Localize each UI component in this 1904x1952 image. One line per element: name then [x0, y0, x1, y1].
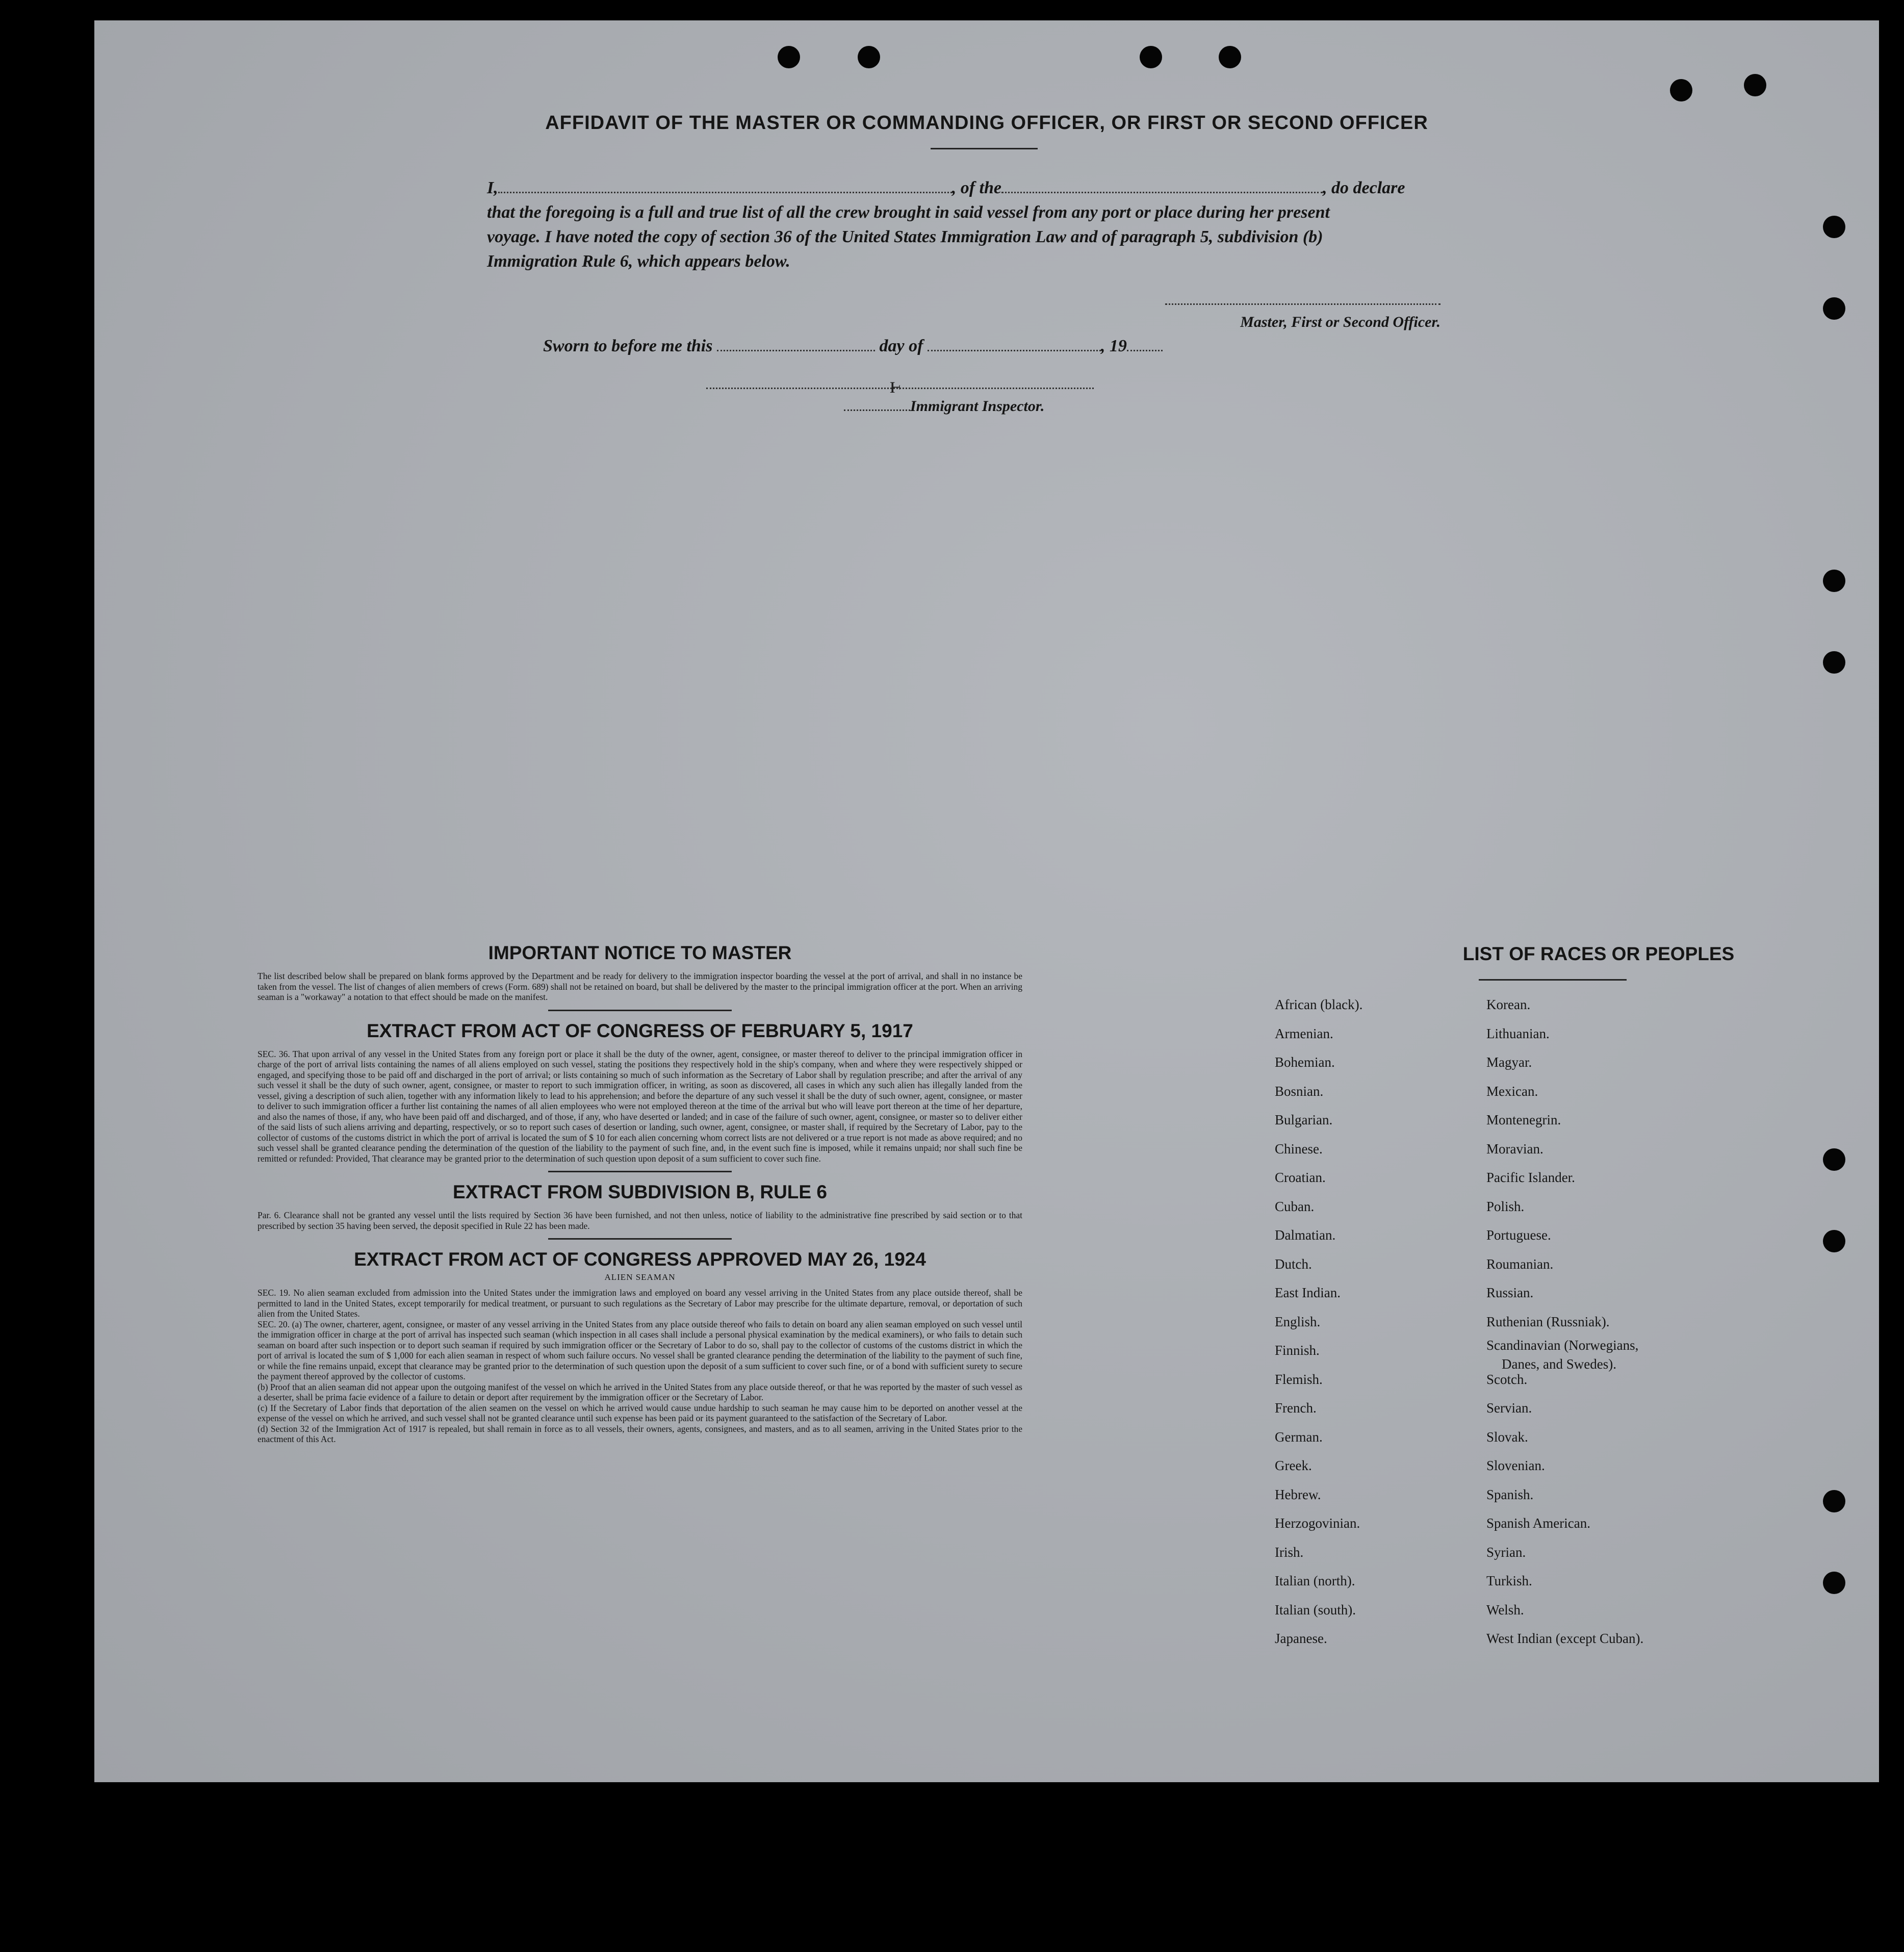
year-blank: [1127, 345, 1163, 351]
race-item: East Indian.: [1275, 1285, 1341, 1300]
extract-1924-sec19: SEC. 19. No alien seaman excluded from admission into the United States under the immigration laws and employed on board any vessel arriving in the United States from any place outside thereof, shall be permitted to land in the United States, except temporarily for medical treatment, or pursuant to such regulations as the Secretary of Labor may prescribe for the ultimate departure, removal, or deportation of such alien from the United States.: [258, 1288, 1022, 1319]
race-item: Japanese.: [1275, 1631, 1327, 1646]
race-item: Hebrew.: [1275, 1486, 1321, 1502]
title-divider: [931, 148, 1038, 149]
race-item: Syrian.: [1486, 1544, 1526, 1560]
race-item: Roumanian.: [1486, 1256, 1554, 1272]
punch-hole: [1823, 651, 1845, 674]
race-item: Pacific Islander.: [1486, 1170, 1575, 1185]
master-signature-blank: [1165, 303, 1440, 305]
race-item: Moravian.: [1486, 1141, 1543, 1157]
race-item: Bosnian.: [1275, 1083, 1324, 1099]
name-blank: [498, 187, 952, 193]
race-item: West Indian (except Cuban).: [1486, 1631, 1644, 1646]
race-item: Portuguese.: [1486, 1227, 1551, 1243]
punch-hole: [1823, 297, 1845, 320]
race-item-continuation: Danes, and Swedes).: [1502, 1356, 1616, 1372]
race-item: Mexican.: [1486, 1083, 1538, 1099]
document-page: [94, 20, 1879, 1782]
section-divider: [548, 1171, 732, 1172]
section-divider: [548, 1238, 732, 1240]
race-item: Polish.: [1486, 1198, 1525, 1214]
race-item: Bohemian.: [1275, 1055, 1335, 1070]
races-title: LIST OF RACES OR PEOPLES: [1462, 943, 1735, 964]
affidavit-title: AFFIDAVIT OF THE MASTER OR COMMANDING OFFICER, OR FIRST OR SECOND OFFICER: [545, 112, 1428, 134]
affidavit-text-line: Immigration Rule 6, which appears below.: [487, 252, 790, 271]
race-item: Chinese.: [1275, 1141, 1323, 1157]
handwritten-mark: ⱶ: [890, 373, 902, 398]
day-of-text: day of: [879, 337, 923, 355]
inspector-signature-blank: [706, 388, 1094, 389]
section-divider: [548, 1010, 732, 1011]
race-item: Herzogovinian.: [1275, 1516, 1360, 1531]
extract-1924-title: EXTRACT FROM ACT OF CONGRESS APPROVED MAY 26, 1924: [354, 1249, 926, 1270]
race-item: Servian.: [1486, 1400, 1532, 1416]
race-item: Dalmatian.: [1275, 1227, 1336, 1243]
extract-1924-subtitle: ALIEN SEAMAN: [604, 1272, 676, 1282]
races-divider: [1479, 979, 1627, 981]
race-item: Irish.: [1275, 1544, 1304, 1560]
notice-column: [258, 942, 1022, 1445]
race-item: Turkish.: [1486, 1573, 1532, 1588]
extract-1917-title: EXTRACT FROM ACT OF CONGRESS OF FEBRUARY 5, 1917: [367, 1020, 913, 1041]
punch-hole: [778, 46, 800, 68]
punch-hole: [858, 46, 880, 68]
sworn-line: [543, 337, 1163, 356]
punch-hole: [1823, 1230, 1845, 1252]
race-item: Greek.: [1275, 1458, 1312, 1473]
race-item: English.: [1275, 1314, 1321, 1329]
punch-hole: [1670, 79, 1692, 101]
race-item: Welsh.: [1486, 1602, 1524, 1617]
month-blank: [928, 345, 1101, 351]
sworn-text: Sworn to before me this: [543, 337, 713, 355]
affidavit-i: I,: [487, 178, 498, 197]
race-item: Scandinavian (Norwegians,: [1486, 1338, 1639, 1353]
year-text: , 19: [1100, 337, 1127, 355]
race-item: Flemish.: [1275, 1371, 1323, 1387]
race-item: French.: [1275, 1400, 1317, 1416]
punch-hole: [1823, 1148, 1845, 1171]
punch-hole: [1823, 1572, 1845, 1594]
race-item: German.: [1275, 1429, 1323, 1445]
race-item: Croatian.: [1275, 1170, 1326, 1185]
race-item: Ruthenian (Russniak).: [1486, 1314, 1610, 1329]
extract-1924-sec20b: (b) Proof that an alien seaman did not appear upon the outgoing manifest of the vessel on which he arrived in the United States from any place outside thereof, or that he was reported by the master of such vessel as a deserter, shall be prima facie evidence of a failure to detain or deport after requirement by the immigration officer or the Secretary of Labor.: [258, 1381, 1022, 1402]
extract-1924-sec20d: (d) Section 32 of the Immigration Act of 1917 is repealed, but shall remain in force as to all vessels, their owners, agents, consignees, and masters, and as to all seamen, arriving in the United States prior to the enactment of this Act.: [258, 1423, 1022, 1444]
race-item: Korean.: [1486, 997, 1531, 1012]
affidavit-text-line: that the foregoing is a full and true list of all the crew brought in said vessel from any port or place during her present: [487, 203, 1330, 222]
race-item: Cuban.: [1275, 1198, 1315, 1214]
race-item: Montenegrin.: [1486, 1112, 1561, 1127]
race-item: Armenian.: [1275, 1025, 1333, 1041]
punch-hole: [1140, 46, 1162, 68]
race-item: Finnish.: [1275, 1343, 1320, 1358]
inspector-label: Immigrant Inspector.: [910, 398, 1045, 415]
affidavit-text-line: voyage. I have noted the copy of section 36 of the United States Immigration Law and of paragraph 5, subdivision (b): [487, 227, 1323, 246]
race-item: Lithuanian.: [1486, 1025, 1550, 1041]
vessel-blank: [1001, 187, 1323, 193]
notice-title: IMPORTANT NOTICE TO MASTER: [488, 942, 792, 963]
punch-hole: [1823, 570, 1845, 592]
race-item: Scotch.: [1486, 1371, 1528, 1387]
affidavit-body: [487, 176, 1583, 274]
affidavit-do-declare: , do declare: [1323, 178, 1405, 197]
punch-hole: [1744, 74, 1766, 96]
punch-hole: [1219, 46, 1241, 68]
extract-1924-sec20c: (c) If the Secretary of Labor finds that deportation of the alien seamen on the vessel on which he arrived would cause undue hardship to such seaman he may cause him to be deported on another vessel at the expense of the vessel on which he arrived, and such vessel shall not be granted clearance until such expense has been paid or its payment guaranteed to the satisfaction of the Secretary of Labor.: [258, 1402, 1022, 1423]
race-item: Spanish.: [1486, 1486, 1534, 1502]
race-item: Italian (north).: [1275, 1573, 1355, 1588]
extract-rule6-body: Par. 6. Clearance shall not be granted any vessel until the lists required by Section 36 have been furnished, and not then unless, notice of liability to the administrative fine prescribed by said section or to that prescribed by section 35 having been served, the deposit specified in Rule 22 has been made.: [258, 1210, 1022, 1231]
race-item: Dutch.: [1275, 1256, 1312, 1272]
extract-1924-sec20a: SEC. 20. (a) The owner, charterer, agent, consignee, or master of any vessel arriving in the United States from any place outside thereof who fails to detain on board any alien seaman employed on such vessel until the immigration officer in charge at the port of arrival has inspected such seaman (which inspection in all cases shall include a personal physical examination by the medical examiners), or who fails to detain such seaman on board after such inspection or to deport such seaman if required by such immigration officer or the Secretary of Labor to do so, shall pay to the collector of customs of the customs district in which the port of arrival is located the sum of $ 1,000 for each alien seaman in respect of whom such failure occurs. No vessel shall be granted clearance pending the determination of the liability to the payment of such fine, or while the fine remains unpaid, except that clearance may be granted prior to the determination of such question upon the deposit of a sum sufficient to cover such fine, or of a bond with sufficient surety to secure the payment thereof approved by the collector of customs.: [258, 1319, 1022, 1381]
inspector-name-blank: [844, 404, 910, 411]
extract-rule6-title: EXTRACT FROM SUBDIVISION B, RULE 6: [453, 1182, 827, 1202]
race-item: African (black).: [1275, 997, 1363, 1012]
notice-body: The list described below shall be prepared on blank forms approved by the Department and be ready for delivery to the immigration inspector boarding the vessel at the port of arrival, and shall in no instance be taken from the vessel. The list of changes of alien members of crews (Form. 689) shall not be retained on board, but shall be delivered by the master to the principal immigration officer at the port. When an arriving seaman is a "workaway" a notation to that effect should be made on the manifest.: [258, 971, 1022, 1002]
race-item: Italian (south).: [1275, 1602, 1356, 1617]
race-item: Russian.: [1486, 1285, 1534, 1300]
punch-hole: [1823, 1490, 1845, 1512]
race-item: Slovak.: [1486, 1429, 1528, 1445]
inspector-line: [844, 398, 1044, 415]
race-item: Magyar.: [1486, 1055, 1532, 1070]
race-item: Bulgarian.: [1275, 1112, 1333, 1127]
punch-hole: [1823, 216, 1845, 238]
master-signature-label: Master, First or Second Officer.: [1240, 314, 1440, 330]
affidavit-declaration-line: [487, 176, 1583, 200]
day-blank: [717, 345, 875, 351]
race-item: Spanish American.: [1486, 1516, 1590, 1531]
race-item: Slovenian.: [1486, 1458, 1545, 1473]
extract-1917-body: SEC. 36. That upon arrival of any vessel in the United States from any foreign port or place it shall be the duty of the owner, agent, consignee, or master thereof to deliver to the principal immigration officer in charge of the port of arrival lists containing the names of all aliens employed on such vessel, stating the positions they respectively hold in the ship's company, when and where they were respectively shipped or engaged, and specifying those to be paid off and discharged in the port of arrival; or lists containing so much of such information as the Secretary of Labor shall by regulation prescribe; and after the arrival of any such vessel it shall be the duty of such owner, agent, consignee, or master to report to such immigration officer, in writing, as soon as discovered, all cases in which any such alien has illegally landed from the vessel, giving a description of such alien, together with any information likely to lead to his apprehension; and before the departure of any such vessel it shall be the duty of such owner, agent, consignee, or master to deliver to such immigration officer a further list containing the names of all alien employees who were not employed thereon at the time of the arrival but who will leave port thereon at the time of her departure, and also the names of those, if any, who have been paid off and discharged, and of those, if any, who have deserted or landed; and in case of the failure of such owner, agent, consignee, or master so to deliver either of the said lists of such aliens arriving and departing, respectively, or so to report such cases of desertion or landing, such owner, agent, consignee, or master shall, if required by the Secretary of Labor, pay to the collector of customs of the customs district in which the port of arrival is located the sum of $ 10 for each alien concerning whom correct lists are not delivered or a true report is not made as above required; and no such vessel shall be granted clearance pending the determination of the question of the liability to the payment of such fine, and, in the event such fine is imposed, while it remains unpaid; nor shall such fine be remitted or refunded: Provided, That clearance may be granted prior to the determination of such question upon deposit of a sum sufficient to cover such fine.: [258, 1048, 1022, 1164]
affidavit-of-the: , of the: [951, 178, 1002, 197]
